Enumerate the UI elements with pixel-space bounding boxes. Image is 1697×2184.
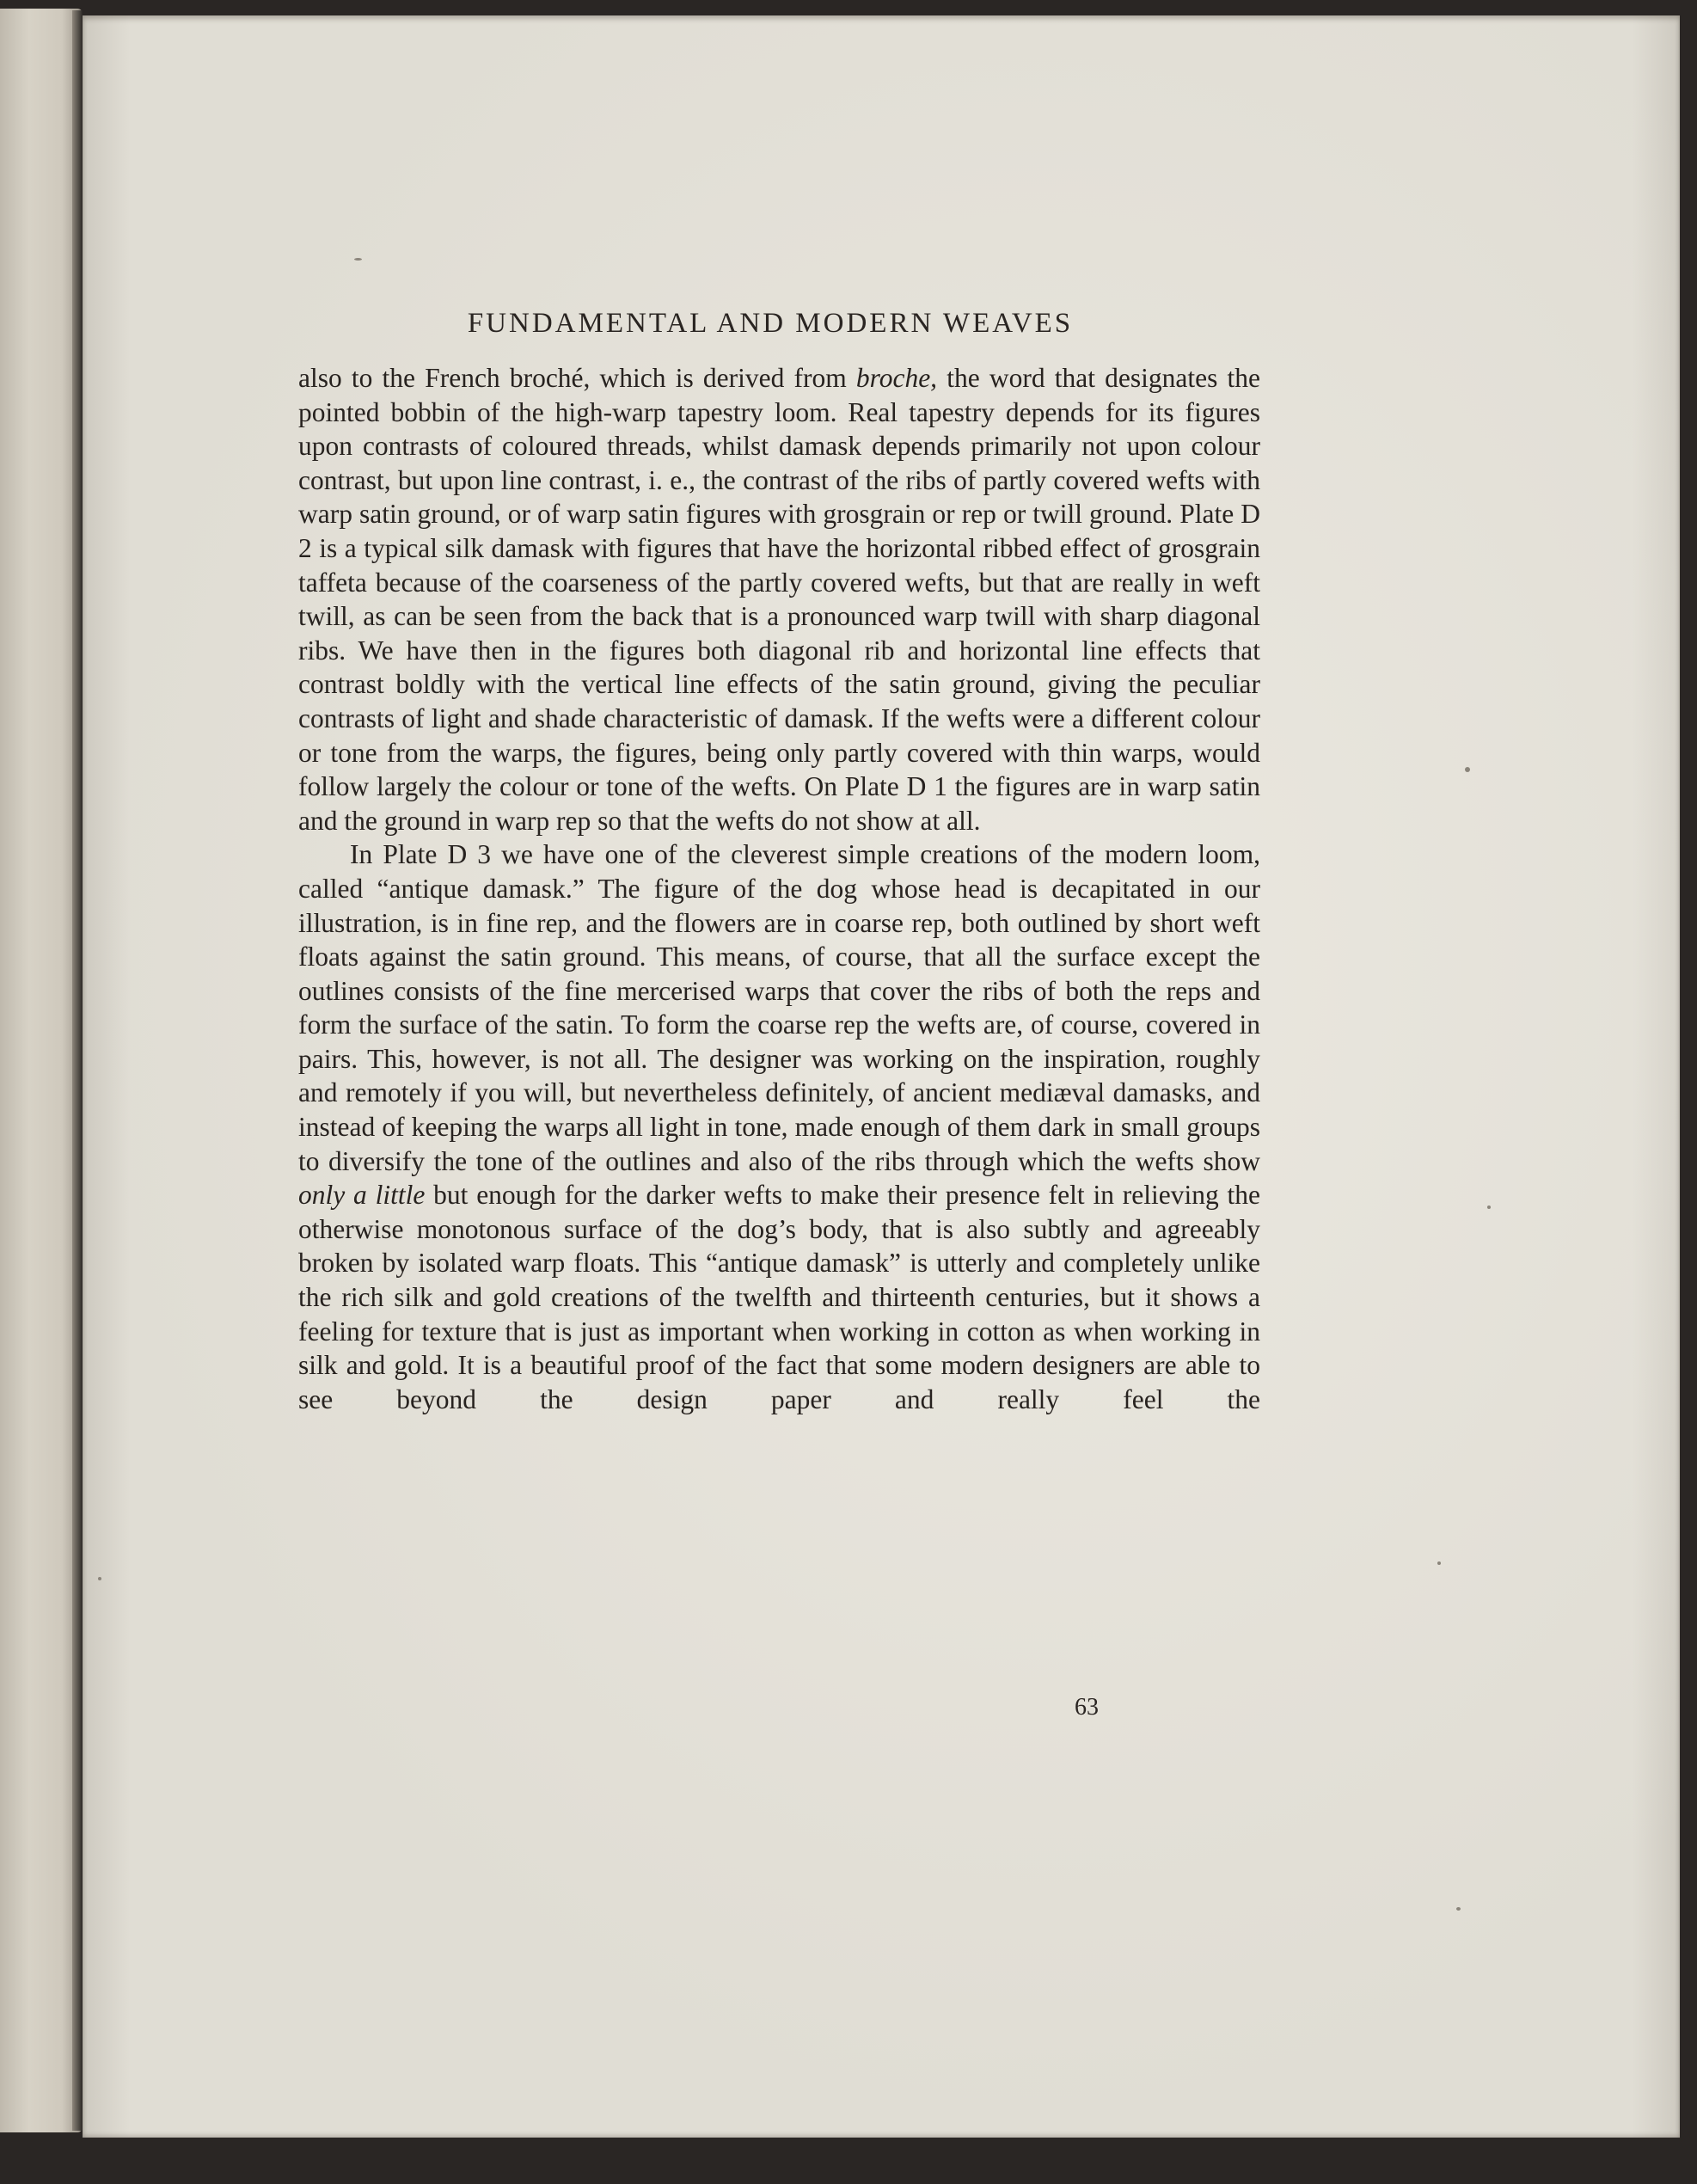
paragraph-2: [298, 837, 1260, 1416]
paragraph-1: [298, 361, 1260, 837]
paper-speck: [1456, 1907, 1461, 1911]
paragraph-1-emphasis: broche,: [855, 363, 938, 393]
paragraph-1-part-2: the word that designates the pointed bobbin of the high-warp tapestry loom. Real tapestry depends for its figures upon contrasts of coloured threads, whilst damask depends primarily not upon colour contrast, but upon line contrast, i. e., the contrast of the ribs of partly covered wefts with warp satin ground, or of warp satin figures with grosgrain or rep or twill ground. Plate D 2 is a typical silk damask with figures that have the horizontal ribbed effect of grosgrain taffeta because of the coarseness of the partly covered wefts, but that are really in weft twill, as can be seen from the back that is a pronounced warp twill with sharp diagonal ribs. We have then in the figures both diagonal rib and horizontal line effects that contrast boldly with the vertical line effects of the satin ground, giving the peculiar contrasts of light and shade characteristic of damask. If the wefts were a different colour or tone from the warps, the figures, being only partly covered with thin warps, would follow largely the colour or tone of the wefts. On Plate D 1 the figures are in warp satin and the ground in warp rep so that the wefts do not show at all.: [298, 363, 1261, 836]
paragraph-2-emphasis: only a little: [298, 1180, 426, 1211]
paragraph-1-part-1: also to the French broché, which is derived from: [298, 363, 856, 393]
page-number: 63: [1075, 1694, 1099, 1721]
paper-speck: [1437, 1561, 1441, 1565]
paragraph-2-part-2: but enough for the darker wefts to make their presence felt in relieving the otherwise monotonous surface of the dog’s body, that is also subtly and agreeably broken by isolated warp floats. This “antique damask” is utterly and completely unlike the rich silk and gold creations of the twelfth and thirteenth centuries, but it shows a feeling for texture that is just as important when working in cotton as when working in silk and gold. It is a beautiful proof of the fact that some modern designers are able to see beyond the design paper and really feel the: [298, 1180, 1260, 1414]
book-gutter: [72, 10, 83, 2131]
paper-speck: [98, 1577, 101, 1580]
body-text: [298, 361, 1260, 1416]
running-head: FUNDAMENTAL AND MODERN WEAVES: [467, 308, 1074, 339]
paragraph-2-part-1: In Plate D 3 we have one of the cleverest simple creations of the modern loom, called “antique damask.” The figure of the dog whose head is decapitated in our illustration, is in fine rep, and the flowers are in coarse rep, both outlined by short weft floats against the satin ground. This means, of course, that all the surface except the outlines consists of the fine mercerised warps that cover the ribs of both the reps and form the surface of the satin. To form the coarse rep the wefts are, of course, covered in pairs. This, however, is not all. The designer was working on the inspiration, roughly and remotely if you will, but nevertheless definitely, of ancient mediæval damasks, and instead of keeping the warps all light in tone, made enough of them dark in small groups to diversify the tone of the outlines and also of the ribs through which the wefts show: [298, 839, 1260, 1176]
paper-speck: [1465, 767, 1470, 772]
paper-speck: [354, 258, 362, 261]
facing-page: [0, 9, 83, 2132]
book-page: [83, 15, 1680, 2138]
paper-speck: [1487, 1205, 1491, 1209]
